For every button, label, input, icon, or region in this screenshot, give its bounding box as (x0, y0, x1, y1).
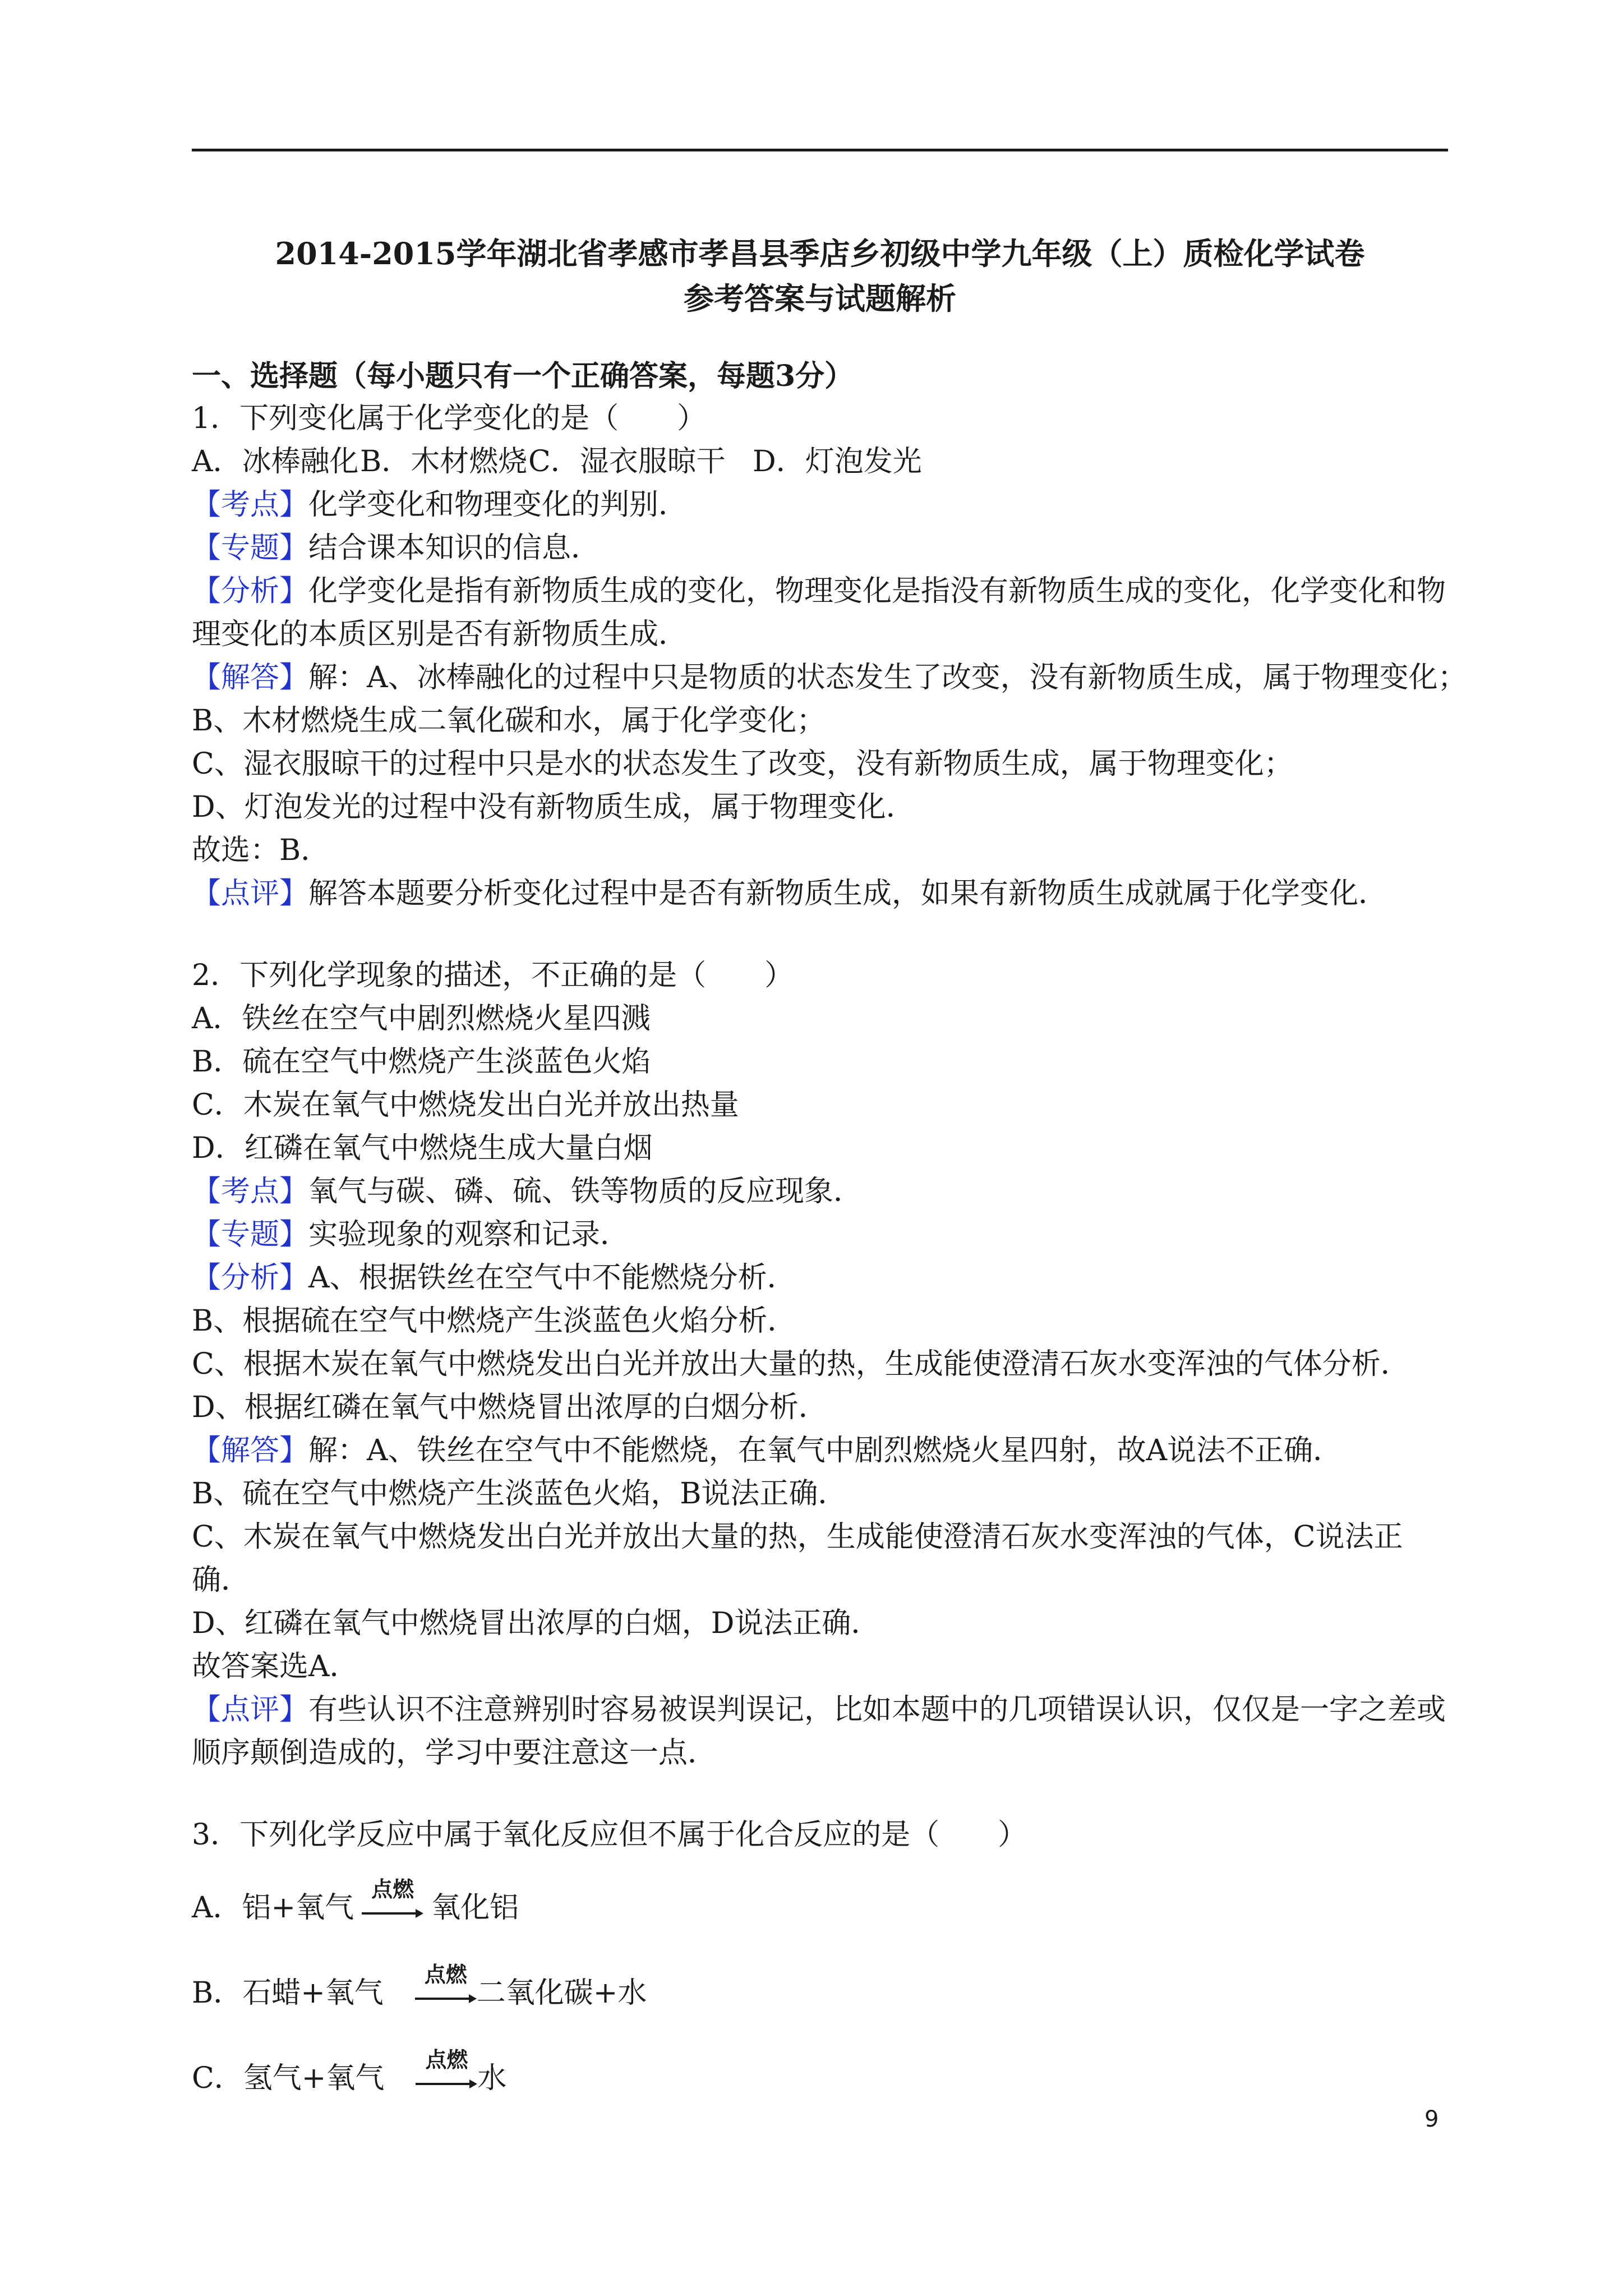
q1-fenxi-text-1: 化学变化是指有新物质生成的变化，物理变化是指没有新物质生成的变化，化学变化和物 (308, 574, 1446, 608)
q2-fenxi-text-1: A、根据铁丝在空气中不能燃烧分析． (308, 1261, 796, 1295)
q1-option-b: B．木材燃烧 (360, 445, 528, 478)
q1-kaodian-text: 化学变化和物理变化的判别． (308, 488, 688, 522)
kaodian-tag: 【考点】 (192, 1175, 309, 1208)
q2-zhuanti (192, 1220, 1482, 1249)
q2-jieda-text-1: 解：A、铁丝在空气中不能燃烧，在氧气中剧烈燃烧火星四射，故A说法不正确． (308, 1434, 1343, 1467)
q2-jieda-text-2: B、硫在空气中燃烧产生淡蓝色火焰，B说法正确． (192, 1477, 847, 1511)
fenxi-tag: 【分析】 (192, 1261, 309, 1295)
kaodian-tag: 【考点】 (192, 488, 309, 522)
q1-options (192, 447, 1482, 476)
q3-stem: 3．下列化学反应中属于氧化反应但不属于化合反应的是（ ） (192, 1818, 1027, 1852)
q1-jieda (192, 663, 1482, 692)
header-rule (192, 149, 1448, 151)
document-title: 2014-2015学年湖北省孝感市孝昌县季店乡初级中学九年级（上）质检化学试卷 (275, 236, 1365, 272)
q3-c-product: 水 (477, 2062, 507, 2095)
q2-dianping-text-1: 有些认识不注意辨别时容易被误判误记，比如本题中的几项错误认识，仅仅是一字之差或 (308, 1693, 1446, 1727)
q3-b-condition: 点燃 (424, 1962, 467, 1987)
q1-dianping-text: 解答本题要分析变化过程中是否有新物质生成，如果有新物质生成就属于化学变化． (308, 877, 1388, 910)
section-heading: 一、选择题（每小题只有一个正确答案，每题3分） (192, 359, 854, 393)
q1-stem: 1．下列变化属于化学变化的是（ ） (192, 402, 707, 435)
q1-fenxi-text-2: 理变化的本质区别是否有新物质生成． (192, 618, 688, 651)
document-subtitle: 参考答案与试题解析 (684, 280, 956, 316)
q3-c-condition: 点燃 (425, 2047, 468, 2072)
q3-option-c (192, 2047, 507, 2095)
q1-jieda-text-1: 解：A、冰棒融化的过程中只是物质的状态发生了改变，没有新物质生成，属于物理变化； (308, 661, 1467, 694)
dianping-tag: 【点评】 (192, 1693, 309, 1727)
page-number: 9 (1424, 2106, 1439, 2132)
dianping-tag: 【点评】 (192, 877, 309, 910)
q2-option-c: C．木炭在氧气中燃烧发出白光并放出热量 (192, 1088, 739, 1122)
q2-stem: 2．下列化学现象的描述，不正确的是（ ） (192, 959, 794, 992)
q3-option-a (192, 1876, 519, 1925)
q2-kaodian (192, 1177, 1482, 1206)
q2-fenxi (192, 1261, 1482, 1295)
q2-fenxi-text-3: C、根据木炭在氧气中燃烧发出白光并放出大量的热，生成能使澄清石灰水变浑浊的气体分析． (192, 1347, 1410, 1381)
q1-jieda-text-2: B、木材燃烧生成二氧化碳和水，属于化学变化； (192, 704, 826, 738)
q1-dianping (192, 879, 1482, 908)
q1-jieda-text-3: C、湿衣服晾干的过程中只是水的状态发生了改变，没有新物质生成，属于物理变化； (192, 747, 1293, 781)
jieda-tag: 【解答】 (192, 661, 309, 694)
q3-a-reactants: A．铝+氧气 (192, 1891, 354, 1925)
q2-jieda-text-5: D、红磷在氧气中燃烧冒出浓厚的白烟，D说法正确． (192, 1607, 880, 1640)
q1-answer: 故选：B． (192, 834, 330, 867)
q1-option-d: D．灯泡发光 (753, 445, 922, 478)
q3-option-b (192, 1962, 647, 2010)
reaction-arrow-icon (362, 1876, 423, 1925)
q1-zhuanti-text: 结合课本知识的信息． (308, 531, 601, 565)
zhuanti-tag: 【专题】 (192, 1218, 309, 1251)
q2-dianping (192, 1693, 1482, 1727)
q3-a-condition: 点燃 (371, 1876, 414, 1902)
q1-option-a: A．冰棒融化 (192, 445, 359, 478)
q3-b-reactants: B．石蜡+氧气 (192, 1976, 384, 2010)
q2-fenxi-text-2: B、根据硫在空气中燃烧产生淡蓝色火焰分析． (192, 1304, 797, 1338)
q2-jieda-text-3: C、木炭在氧气中燃烧发出白光并放出大量的热，生成能使澄清石灰水变浑浊的气体，C说法正 (192, 1520, 1403, 1554)
reaction-arrow-icon (415, 1962, 477, 2010)
q2-kaodian-text: 氧气与碳、磷、硫、铁等物质的反应现象． (308, 1175, 863, 1208)
q2-option-d: D．红磷在氧气中燃烧生成大量白烟 (192, 1131, 653, 1165)
q3-a-product: 氧化铝 (431, 1891, 519, 1925)
q1-kaodian (192, 488, 1482, 522)
q1-fenxi (192, 574, 1482, 608)
q1-jieda-text-4: D、灯泡发光的过程中没有新物质生成，属于物理变化． (192, 790, 915, 824)
reaction-arrow-icon (416, 2047, 477, 2095)
q3-c-reactants: C．氢气+氧气 (192, 2062, 385, 2095)
q1-zhuanti (192, 533, 1482, 563)
q2-dianping-text-2: 顺序颠倒造成的，学习中要注意这一点． (192, 1736, 717, 1770)
jieda-tag: 【解答】 (192, 1434, 309, 1467)
fenxi-tag: 【分析】 (192, 574, 309, 608)
q2-answer: 故答案选A． (192, 1650, 359, 1683)
q3-b-product: 二氧化碳+水 (476, 1976, 647, 2010)
q2-zhuanti-text: 实验现象的观察和记录． (308, 1218, 630, 1251)
q2-jieda-text-4: 确． (192, 1563, 251, 1597)
q2-fenxi-text-4: D、根据红磷在氧气中燃烧冒出浓厚的白烟分析． (192, 1391, 828, 1424)
q1-option-c: C．湿衣服晾干 (528, 445, 726, 478)
q2-option-a: A．铁丝在空气中剧烈燃烧火星四溅 (192, 1002, 651, 1036)
zhuanti-tag: 【专题】 (192, 531, 309, 565)
q2-jieda (192, 1436, 1482, 1465)
q2-option-b: B．硫在空气中燃烧产生淡蓝色火焰 (192, 1045, 651, 1079)
